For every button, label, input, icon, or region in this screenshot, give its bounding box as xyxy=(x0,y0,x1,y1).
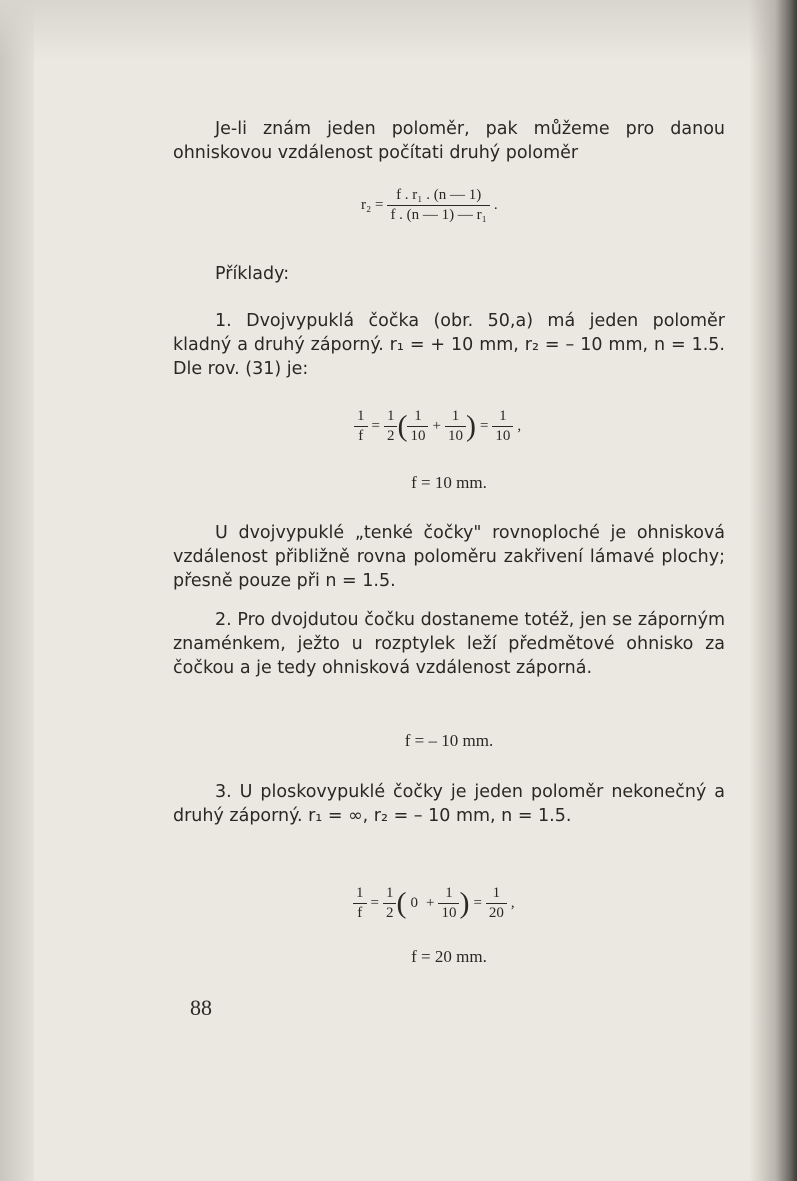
page-shadow-top xyxy=(0,0,797,60)
result-example-2: f = – 10 mm. xyxy=(404,731,494,750)
formula-example-3: $\frac{1}{f}$ = $\frac{1}{2}$ ( 0 + $\frac{1}{10}$ ) = $\frac{1}{20}$ , xyxy=(353,885,519,922)
paragraph-example-3: 3. U ploskovypuklé čočky je jeden poloměr nekonečný a druhý záporný. r₁ = ∞, r₂ = – 10 mm, n = 1.5. xyxy=(173,782,725,826)
result-example-1: f = 10 mm. xyxy=(411,473,487,492)
formula-radius: r₂ = $\frac{\text{f . r₁ . (n — 1)}}{\text{f . (n — 1) — r₁}}$ . xyxy=(361,187,498,223)
examples-heading: Příklady: xyxy=(215,264,290,284)
formula-example-1: $\frac{1}{f}$ = $\frac{1}{2}$ ( $\frac{1}{10}$ + $\frac{1}{10}$ ) = $\frac{1}{10}$ , xyxy=(354,408,525,445)
paragraph-example-2: 2. Pro dvojdutou čočku dostaneme totéž, jen se záporným znaménkem, ježto u rozptylek leží předmětové ohnisko za čočkou a je tedy ohnisková vzdálenost záporná. xyxy=(173,610,725,678)
paragraph-example-1: 1. Dvojvypuklá čočka (obr. 50,a) má jeden poloměr kladný a druhý záporný. r₁ = + 10 mm, r₂ = – 10 mm, n = 1.5. Dle rov. (31) je: xyxy=(173,311,725,379)
paragraph-thin-lens: U dvojvypuklé „tenké čočky" rovnoploché je ohnisková vzdálenost přibližně rovna poloměru zakřivení lámavé plochy; přesně pouze při n = 1.5. xyxy=(173,523,725,591)
page-number: 88 xyxy=(190,995,212,1020)
page-shadow-left xyxy=(0,0,34,1181)
paragraph-intro: Je-li znám jeden poloměr, pak můžeme pro danou ohniskovou vzdálenost počítati druhý poloměr xyxy=(173,119,725,163)
result-example-3: f = 20 mm. xyxy=(411,947,487,966)
book-spine-shadow xyxy=(749,0,797,1181)
